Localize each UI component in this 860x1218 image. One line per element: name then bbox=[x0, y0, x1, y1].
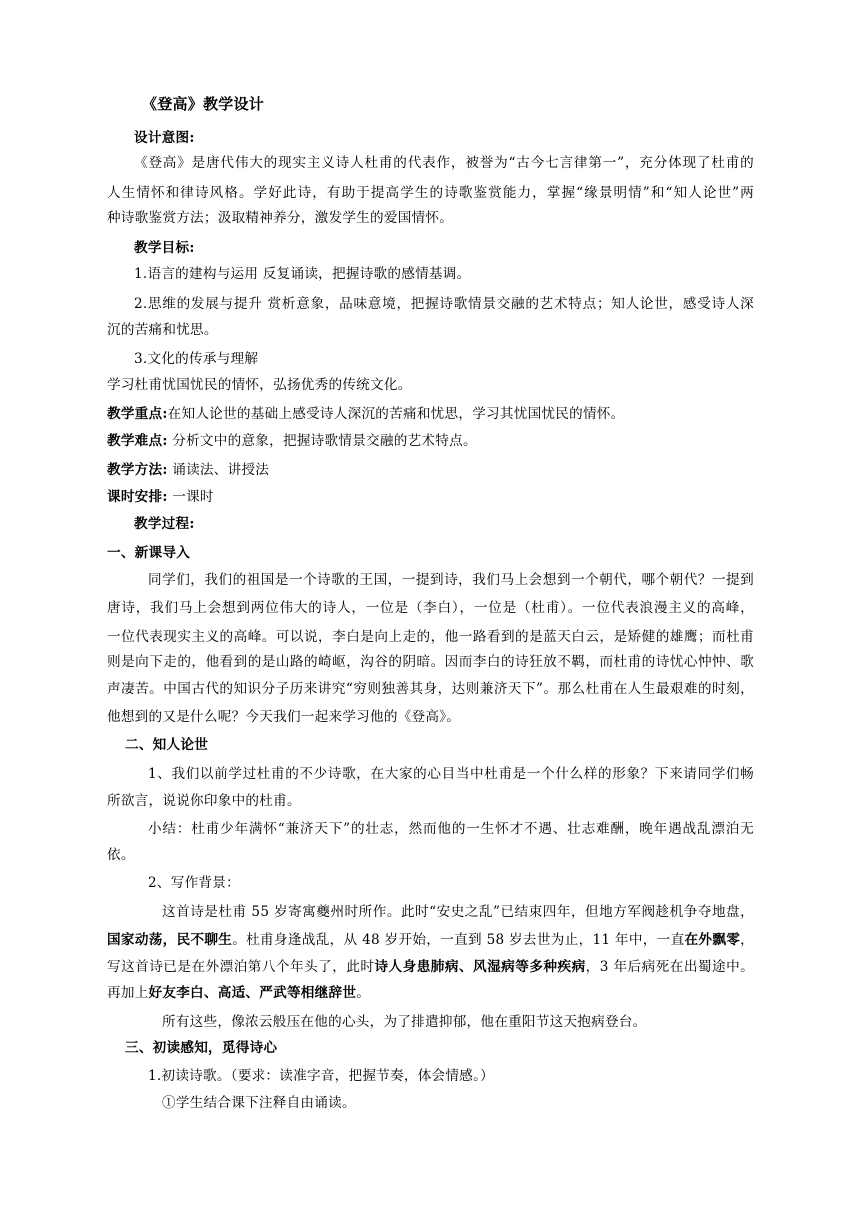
s2-summary-line-1: 小结：杜甫少年满怀“兼济天下”的壮志，然而他的一生怀才不遇、壮志难酬，晚年遇战乱漂泊无 bbox=[148, 821, 754, 837]
s1-line-3: 一位代表现实主义的高峰。可以说，李白是向上走的，他一路看到的是蓝天白云，是矫健的雄鹰；而杜甫 bbox=[107, 629, 754, 645]
bg-text-1: 。杜甫身逢战乱，从 48 岁开始，一直到 58 岁去世为止，11 年中，一直 bbox=[232, 932, 685, 948]
key-text: 在知人论世的基础上感受诗人深沉的苦痛和忧思，学习其忧国忧民的情怀。 bbox=[167, 406, 625, 422]
diff-label: 教学难点: bbox=[107, 433, 168, 449]
section-2-title: 二、知人论世 bbox=[125, 737, 209, 753]
goal-2-line-1: 2.思维的发展与提升 赏析意象，品味意境，把握诗歌情景交融的艺术特点；知人论世，感受诗人深 bbox=[134, 296, 754, 312]
goals-label: 教学目标: bbox=[134, 240, 195, 256]
key-point bbox=[107, 404, 757, 424]
goal-3: 3.文化的传承与理解 bbox=[134, 351, 259, 367]
goal-3-desc: 学习杜甫忧国忧民的情怀，弘扬优秀的传统文化。 bbox=[107, 377, 412, 393]
s2-p1-line-2: 所欲言，说说你印象中的杜甫。 bbox=[107, 793, 301, 809]
s2-p1-line-1: 1、我们以前学过杜甫的不少诗歌，在大家的心目当中杜甫是一个什么样的形象？下来请同学们畅 bbox=[148, 766, 754, 782]
time-text: 一课时 bbox=[167, 489, 214, 505]
bg-bold-4: 好友李白、高适、严武等相继辞世 bbox=[148, 985, 357, 1001]
doc-title: 《登高》教学设计 bbox=[142, 95, 265, 113]
intent-line-2: 人生情怀和律诗风格。学好此诗，有助于提高学生的诗歌鉴赏能力，掌握“缘景明情”和“知人论世”两 bbox=[107, 185, 754, 201]
key-label: 教学重点: bbox=[107, 406, 168, 422]
bg-text-4: ，3 年后病死在出蜀途中。 bbox=[585, 959, 754, 975]
bg-end: 所有这些，像浓云般压在他的心头，为了排遣抑郁，他在重阳节这天抱病登台。 bbox=[162, 1014, 647, 1030]
schedule bbox=[107, 487, 757, 507]
method-text: 诵读法、讲授法 bbox=[167, 462, 270, 478]
s1-line-4: 则是向下走的，他看到的是山路的崎岖，沟谷的阴暗。因而李白的诗狂放不羁，而杜甫的诗忧心忡忡、歌 bbox=[107, 654, 754, 670]
method-label: 教学方法: bbox=[107, 462, 168, 478]
bg-line-4 bbox=[107, 983, 757, 1003]
intent-label: 设计意图: bbox=[134, 130, 195, 146]
time-label: 课时安排: bbox=[107, 489, 168, 505]
s3-item-1: 1.初读诗歌。（要求：读准字音，把握节奏，体会情感。） bbox=[148, 1068, 494, 1084]
bg-line-1: 这首诗是杜甫 55 岁寄寓夔州时所作。此时“安史之乱”已结束四年，但地方军阀趁机争夺地盘， bbox=[162, 904, 754, 920]
bg-text-5: 再加上 bbox=[107, 985, 149, 1001]
s2-background-label: 2、写作背景： bbox=[148, 875, 240, 891]
bg-text-2: ， bbox=[740, 932, 755, 948]
goal-1: 1.语言的建构与运用 反复诵读，把握诗歌的感情基调。 bbox=[134, 266, 471, 282]
intent-line-1: 《登高》是唐代伟大的现实主义诗人杜甫的代表作，被誉为“古今七言律第一”，充分体现了杜甫的 bbox=[134, 155, 754, 171]
bg-bold-2: 在外飘零 bbox=[684, 932, 741, 948]
bg-text-6: 。 bbox=[356, 985, 371, 1001]
section-1-title: 一、新课导入 bbox=[107, 545, 191, 561]
intent-line-3: 种诗歌鉴赏方法；汲取精神养分，激发学生的爱国情怀。 bbox=[107, 210, 454, 226]
s1-line-2: 唐诗，我们马上会想到两位伟大的诗人，一位是（李白），一位是（杜甫）。一位代表浪漫主义的高峰， bbox=[107, 600, 754, 616]
s1-line-5: 声凄苦。中国古代的知识分子历来讲究“穷则独善其身，达则兼济天下”。那么杜甫在人生最艰难的时刻， bbox=[107, 681, 754, 697]
method bbox=[107, 460, 757, 480]
bg-bold-1: 国家动荡，民不聊生 bbox=[107, 932, 233, 948]
goal-2-line-2: 沉的苦痛和忧思。 bbox=[107, 322, 218, 338]
difficulty bbox=[107, 431, 757, 451]
section-3-title: 三、初读感知，觅得诗心 bbox=[125, 1040, 278, 1056]
bg-line-2 bbox=[107, 930, 754, 950]
s3-item-2: ①学生结合课下注释自由诵读。 bbox=[162, 1095, 356, 1111]
s2-summary-line-2: 依。 bbox=[107, 847, 135, 863]
diff-text: 分析文中的意象，把握诗歌情景交融的艺术特点。 bbox=[167, 433, 477, 449]
bg-bold-3: 诗人身患肺病、风湿病等多种疾病 bbox=[374, 959, 586, 975]
s1-line-1: 同学们，我们的祖国是一个诗歌的王国，一提到诗，我们马上会想到一个朝代，哪个朝代？一提到 bbox=[148, 572, 754, 588]
s1-line-6: 他想到的又是什么呢？今天我们一起来学习他的《登高》。 bbox=[107, 709, 461, 725]
bg-line-3 bbox=[107, 957, 754, 977]
process-label: 教学过程: bbox=[134, 516, 195, 532]
bg-text-3: 写这首诗已是在外漂泊第八个年头了，此时 bbox=[107, 959, 375, 975]
